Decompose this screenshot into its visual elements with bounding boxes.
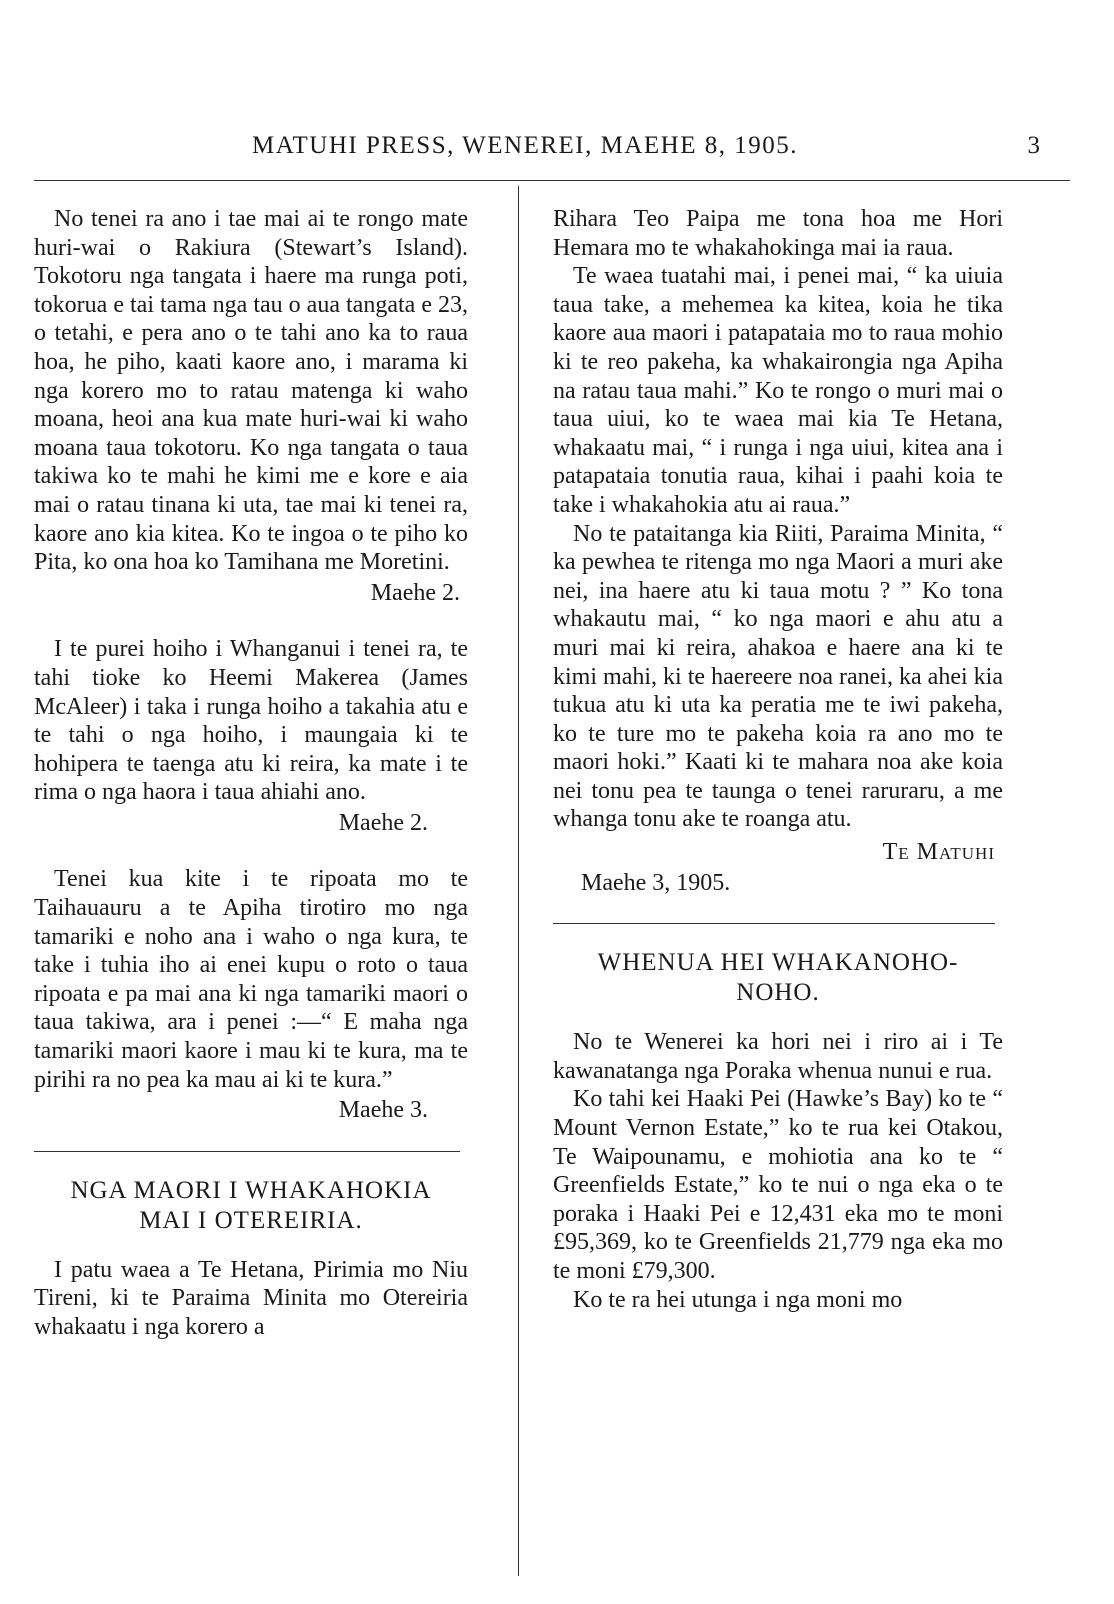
section-heading-line: MAI I OTEREIRIA. [139, 1206, 363, 1234]
signature-word: e [898, 839, 910, 866]
section-heading-line: WHENUA HEI WHAKANOHO- [597, 949, 959, 977]
article-continuation: Rihara Teo Paipa me tona hoa me Hori Hemara mo te whakahokinga mai ia raua. [553, 206, 1003, 261]
page-number: 3 [1027, 132, 1040, 159]
running-title: MATUHI PRESS, WENEREI, MAEHE 8, 1905. [251, 132, 798, 159]
article-school-report: Tenei kua kite i te ripoata mo te Taihauauru a te Apiha tirotiro mo nga tamariki e noho ana i waho o nga kura, te take i tuhia iho ai enei kupu o roto o taua ripoata e pa mai ana ki nga tamariki maori o taua takiwa, ara i penei :—“ E maha nga tamariki maori kaore i mau ki te kura, ma te pirihi ra no pea ka mau ai ki te kura.” [34, 866, 468, 1093]
section-rule [34, 1151, 460, 1152]
article-paragraph: No te pataitanga kia Riiti, Paraima Minita, “ ka pewhea te ritenga mo nga Maori a muri ake nei, ina haere atu ki taua motu ? ” Ko tona whakautu mai, “ ko nga maori e ahu atu a muri mai ki reira, ahakoa e haere ana ki te kimi mahi, ki te haereere noa ranei, ka ahei kia tukua atu ki uta ka peratia me te iwi pakeha, ko te ture mo te pakeha koia ra ano mo te maori hoki.” Kaati ki te mahara noa ake koia nei tonu pea te taunga o tenei raruraru, a me whanga tonu ake te roanga atu. [553, 520, 1003, 833]
article-dateline: Maehe 2. [338, 809, 428, 836]
section-heading-line: NGA MAORI I WHAKAHOKIA [70, 1176, 432, 1204]
running-head [40, 132, 1070, 172]
header-rule [34, 180, 1070, 181]
signature-initial: M [916, 839, 939, 866]
section-heading-whenua [553, 948, 1003, 1008]
spacer [34, 837, 468, 865]
article-stewart-island: No tenei ra ano i tae mai ai te rongo mate huri-wai o Rakiura (Stewart’s Island). Tokotoru nga tangata i haere ma runga poti, tokorua e tai tama nga tau o aua tangata e 23, o tetahi, e pera ano o te tahi ano ka to raua hoa, he piho, kaati kaore ano, i marama ki nga korero mo to ratau matenga ki waho moana, heoi ana kua mate huri-wai ki waho moana taua tokotoru. Ko nga tangata o taua takiwa ko te mahi he kimi me e kore e aia mai o ratau tinana ki uta, tae mai ki tenei ra, kaore ano kia kitea. Ko te ingoa o te piho ko Pita, ko ona hoa ko Tamihana me Moretini. [34, 206, 468, 576]
section-heading-australia [34, 1176, 468, 1236]
article-australia-intro: I patu waea a Te Hetana, Pirimia mo Niu Tireni, ki te Paraima Minita mo Otereiria whakaatu i nga korero a [34, 1256, 468, 1340]
signature-initial: T [882, 839, 899, 866]
left-column [34, 205, 468, 1342]
spacer [34, 607, 468, 635]
signature-word: atuhi [939, 839, 995, 866]
article-paragraph: Te waea tuatahi mai, i penei mai, “ ka uiuia taua take, a mehemea ka kitea, koia he tika kaore aua maori i patapataia mo to raua mohio ki te reo pakeha, ka whakairongia nga Apiha na ratau taua mahi.” Ko te rongo o muri mai o taua uiui, ko te waea mai kia Te Hetana, whakaatu mai, “ i runga i nga uiui, kitea ana i patapataia tonutia raua, kihai i paahi koia te take i whakahokia atu ai raua.” [553, 263, 1003, 518]
signature-te-matuhi [553, 838, 1003, 867]
signature-date: Maehe 3, 1905. [581, 869, 731, 896]
right-column [553, 205, 1003, 1314]
column-divider [518, 186, 519, 1576]
section-rule [553, 923, 995, 924]
section-heading-line: NOHO. [736, 979, 820, 1007]
article-paragraph: Ko tahi kei Haaki Pei (Hawke’s Bay) ko te “ Mount Vernon Estate,” ko te rua kei Otakou, Te Waipounamu, e mohiotia ana ko te “ Greenfields Estate,” ko te nui o nga eka o te poraka i Haaki Pei e 12,431 eka mo te moni £95,369, ko te Greenfields 21,779 nga eka mo te moni £79,300. [553, 1086, 1003, 1284]
article-paragraph: Ko te ra hei utunga i nga moni mo [573, 1286, 903, 1313]
article-whanganui-races: I te purei hoiho i Whanganui i tenei ra, te tahi tioke ko Heemi Makerea (James McAleer) i taka i runga hoiho a takahia atu e te tahi o nga hoiho, i maungaia ki te hohipera te taenga atu ki reira, ka mate i te rima o nga haora i taua ahiahi ano. [34, 636, 468, 806]
article-dateline: Maehe 3. [338, 1097, 428, 1124]
article-dateline: Maehe 2. [370, 579, 460, 606]
article-paragraph: No te Wenerei ka hori nei i riro ai i Te kawanatanga nga Poraka whenua nunui e rua. [553, 1029, 1003, 1084]
